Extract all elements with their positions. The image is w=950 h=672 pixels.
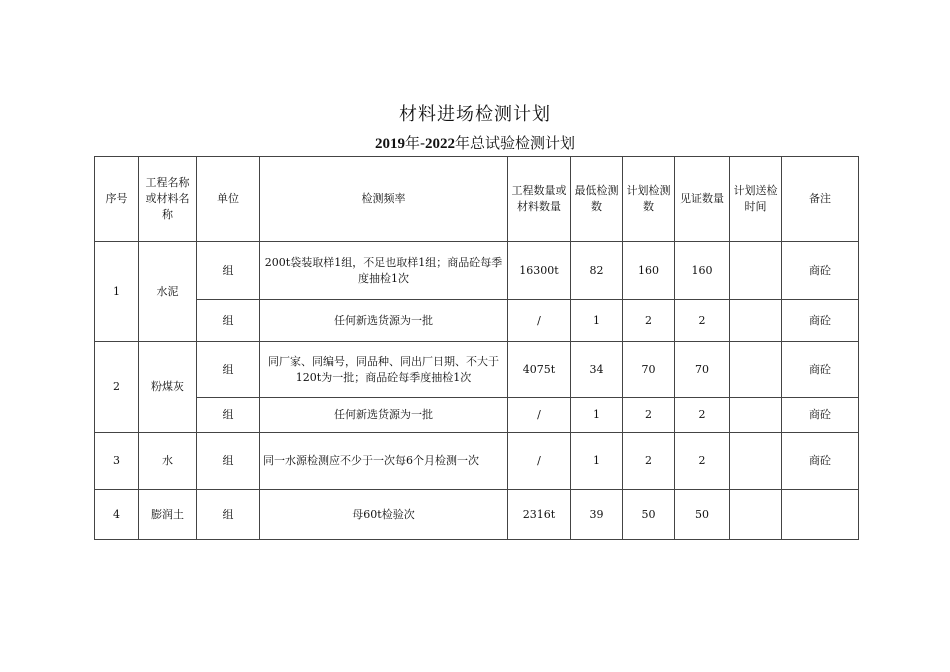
header-frequency: 检测频率 <box>260 157 508 242</box>
cell-unit: 组 <box>197 342 260 398</box>
table-row <box>95 490 859 540</box>
cell-material-name: 水泥 <box>139 242 197 342</box>
cell-quantity: / <box>508 433 571 490</box>
header-unit: 单位 <box>197 157 260 242</box>
cell-witness-count: 2 <box>675 300 730 342</box>
table-row <box>95 433 859 490</box>
cell-witness-count: 50 <box>675 490 730 540</box>
cell-remark: 商砼 <box>782 242 859 300</box>
header-planned-tests: 计划检测数 <box>623 157 675 242</box>
cell-quantity: 16300t <box>508 242 571 300</box>
cell-witness-count: 160 <box>675 242 730 300</box>
subtitle-mid-1: 年- <box>404 134 426 152</box>
cell-quantity: 4075t <box>508 342 571 398</box>
header-remark: 备注 <box>782 157 859 242</box>
cell-min-tests: 1 <box>571 398 623 433</box>
cell-quantity: / <box>508 398 571 433</box>
cell-witness-count: 70 <box>675 342 730 398</box>
cell-send-time <box>730 242 782 300</box>
cell-no: 2 <box>95 342 139 433</box>
cell-min-tests: 1 <box>571 433 623 490</box>
cell-planned-tests: 50 <box>623 490 675 540</box>
cell-no: 4 <box>95 490 139 540</box>
subtitle-year-start: 2019 <box>374 136 405 152</box>
table-row <box>95 398 859 433</box>
header-no: 序号 <box>95 157 139 242</box>
cell-send-time <box>730 300 782 342</box>
header-quantity: 工程数量或材料数量 <box>508 157 571 242</box>
table-header-row <box>95 157 859 242</box>
table-row <box>95 342 859 398</box>
cell-frequency: 任何新选货源为一批 <box>260 300 508 342</box>
cell-remark: 商砼 <box>782 342 859 398</box>
cell-material-name: 粉煤灰 <box>139 342 197 433</box>
cell-send-time <box>730 490 782 540</box>
cell-frequency: 同厂家、同编号，同品种、同出厂日期、不大于120t为一批；商品砼每季度抽检1次 <box>260 342 508 398</box>
cell-unit: 组 <box>197 490 260 540</box>
cell-quantity: / <box>508 300 571 342</box>
table-row <box>95 300 859 342</box>
cell-remark: 商砼 <box>782 433 859 490</box>
cell-send-time <box>730 342 782 398</box>
table-row <box>95 242 859 300</box>
cell-remark <box>782 490 859 540</box>
cell-min-tests: 34 <box>571 342 623 398</box>
header-witness-count: 见证数量 <box>675 157 730 242</box>
cell-witness-count: 2 <box>675 433 730 490</box>
header-name: 工程名称或材料名称 <box>139 157 197 242</box>
header-min-tests: 最低检测数 <box>571 157 623 242</box>
cell-min-tests: 82 <box>571 242 623 300</box>
cell-min-tests: 39 <box>571 490 623 540</box>
cell-send-time <box>730 433 782 490</box>
cell-planned-tests: 2 <box>623 300 675 342</box>
cell-unit: 组 <box>197 242 260 300</box>
cell-send-time <box>730 398 782 433</box>
header-send-time: 计划送检时间 <box>730 157 782 242</box>
cell-remark: 商砼 <box>782 300 859 342</box>
cell-remark: 商砼 <box>782 398 859 433</box>
page-subtitle <box>0 132 950 153</box>
cell-material-name: 水 <box>139 433 197 490</box>
cell-min-tests: 1 <box>571 300 623 342</box>
cell-planned-tests: 2 <box>623 398 675 433</box>
cell-frequency: 母60t检验次 <box>260 490 508 540</box>
cell-material-name: 膨润土 <box>139 490 197 540</box>
cell-frequency: 任何新选货源为一批 <box>260 398 508 433</box>
cell-planned-tests: 160 <box>623 242 675 300</box>
cell-frequency: 200t袋装取样1组，不足也取样1组；商品砼每季度抽检1次 <box>260 242 508 300</box>
page-title: 材料进场检测计划 <box>399 104 551 125</box>
cell-unit: 组 <box>197 433 260 490</box>
cell-unit: 组 <box>197 398 260 433</box>
cell-quantity: 2316t <box>508 490 571 540</box>
cell-planned-tests: 70 <box>623 342 675 398</box>
cell-frequency: 同一水源检测应不少于一次每6个月检测一次 <box>260 433 508 490</box>
subtitle-year-end: 2022 <box>425 136 456 152</box>
cell-no: 1 <box>95 242 139 342</box>
cell-no: 3 <box>95 433 139 490</box>
subtitle-mid-2: 年总试验检测计划 <box>455 134 576 152</box>
cell-witness-count: 2 <box>675 398 730 433</box>
cell-unit: 组 <box>197 300 260 342</box>
cell-planned-tests: 2 <box>623 433 675 490</box>
inspection-plan-table <box>94 156 859 540</box>
